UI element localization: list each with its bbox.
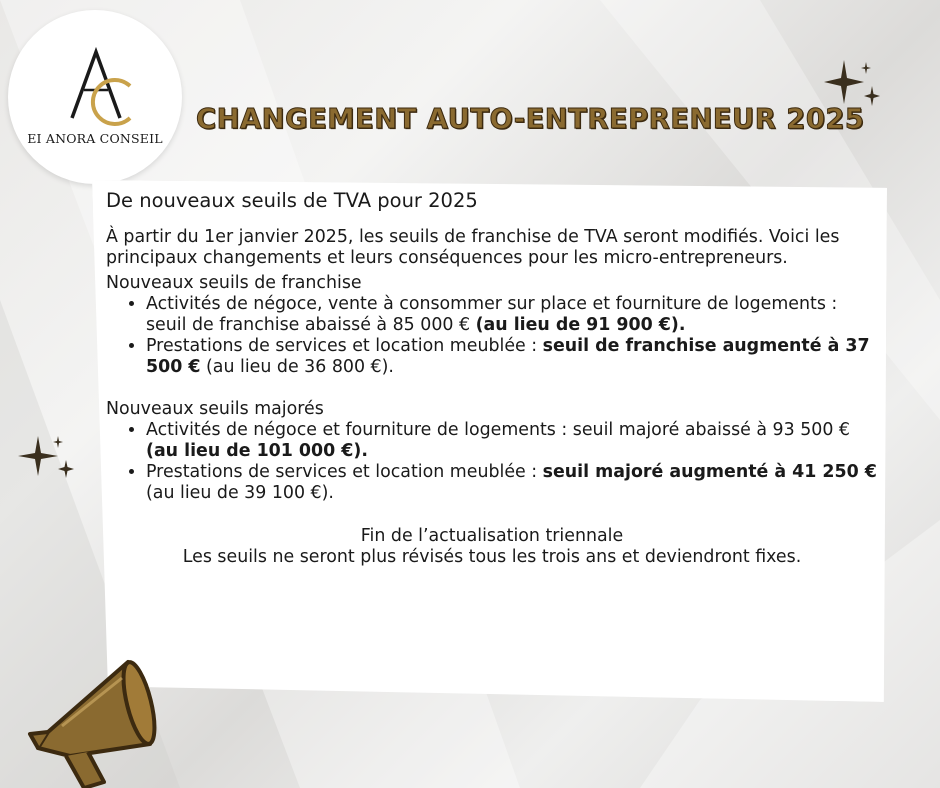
ac-monogram-icon bbox=[66, 46, 138, 130]
list-item: • Activités de négoce, vente à consommer sur place et fourniture de logements : seuil de franchise abaissé à 85 000 € (au lieu de 91 900 €). bbox=[146, 294, 878, 336]
majores-list bbox=[106, 420, 878, 504]
card-content bbox=[106, 190, 878, 568]
company-name: EI ANORA CONSEIL bbox=[27, 131, 163, 146]
company-logo bbox=[8, 10, 182, 184]
sparkle-icon bbox=[818, 58, 884, 108]
intro-paragraph: À partir du 1er janvier 2025, les seuils de franchise de TVA seront modifiés. Voici les principaux changements et leurs conséquences pour les micro-entrepreneurs. bbox=[106, 227, 840, 268]
sparkle-icon bbox=[14, 432, 78, 482]
card-subtitle: De nouveaux seuils de TVA pour 2025 bbox=[106, 189, 478, 212]
list-item: • Prestations de services et location meublée : seuil majoré augmenté à 41 250 € (au lieu de 39 100 €). bbox=[146, 462, 878, 504]
conclusion-text: Les seuils ne seront plus révisés tous les trois ans et deviendront fixes. bbox=[182, 547, 802, 567]
list-item: • Activités de négoce et fourniture de logements : seuil majoré abaissé à 93 500 € (au lieu de 101 000 €). bbox=[146, 420, 878, 462]
majores-section-title: Nouveaux seuils majorés bbox=[106, 399, 324, 419]
conclusion-title: Fin de l’actualisation triennale bbox=[360, 526, 624, 546]
conclusion bbox=[106, 526, 878, 568]
megaphone-icon bbox=[18, 652, 178, 788]
franchise-section-title: Nouveaux seuils de franchise bbox=[106, 273, 362, 293]
list-item: • Prestations de services et location meublée : seuil de franchise augmenté à 37 500 € (au lieu de 36 800 €). bbox=[146, 336, 878, 378]
franchise-list bbox=[106, 294, 878, 378]
page-title: CHANGEMENT AUTO-ENTREPRENEUR 2025 bbox=[196, 103, 865, 135]
